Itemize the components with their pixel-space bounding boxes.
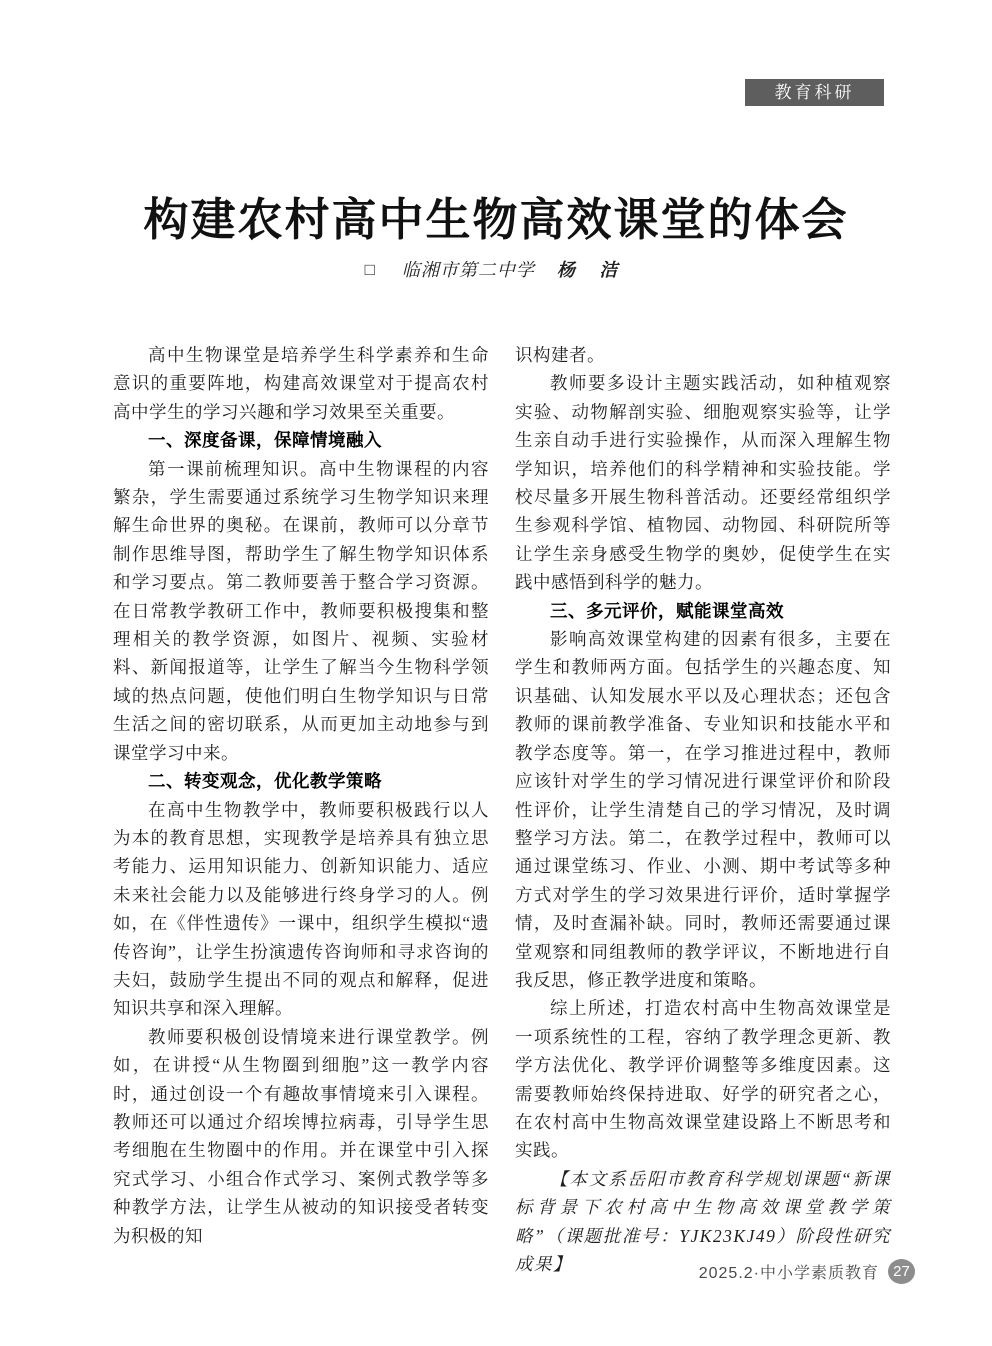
- section-heading-2: 二、转变观念，优化教学策略: [148, 771, 382, 792]
- paragraph: 高中生物课堂是培养学生科学素养和生命意识的重要阵地，构建高效课堂对于提高农村高中学生的学习兴趣和学习效果至关重要。: [113, 345, 489, 422]
- paragraph: 教师要多设计主题实践活动，如种植观察实验、动物解剖实验、细胞观察实验等，让学生亲自动手进行实验操作，从而深入理解生物学知识，培养他们的科学精神和实验技能。学校尽量多开展生物科普活动。还要经常组织学生参观科学馆、植物园、动物园、科研院所等让学生亲身感受生物学的奥妙，促使学生在实践中感悟到科学的魅力。: [515, 373, 891, 593]
- byline: [0, 256, 992, 282]
- journal-info: 2025.2·中小学素质教育: [698, 1265, 879, 1282]
- column-left: [113, 341, 489, 1278]
- paragraph: 影响高效课堂构建的因素有很多，主要在学生和教师两方面。包括学生的兴趣态度、知识基础、认知发展水平以及心理状态；还包含教师的课前教学准备、专业知识和技能水平和教学态度等。第一，在学习推进过程中，教师应该针对学生的学习情况进行课堂评价和阶段性评价，让学生清楚自己的学习情况，及时调整学习方法。第二，在教学过程中，教师可以通过课堂练习、作业、小测、期中考试等多种方式对学生的学习效果进行评价，适时掌握学情，及时查漏补缺。同时，教师还需要通过课堂观察和同组教师的教学评议，不断地进行自我反思，修正教学进度和策略。: [515, 629, 891, 990]
- article-body: [113, 341, 891, 1278]
- page-footer: [699, 1259, 915, 1284]
- section-badge: 教育科研: [745, 79, 884, 106]
- section-heading-1: 一、深度备课，保障情境融入: [148, 430, 382, 451]
- section-heading-3: 三、多元评价，赋能课堂高效: [550, 600, 784, 621]
- article-title: 构建农村高中生物高效课堂的体会: [143, 194, 849, 245]
- paragraph-continuation: 识构建者。: [515, 345, 605, 365]
- byline-box-icon: □: [364, 260, 376, 279]
- page-number-badge: 27: [888, 1259, 915, 1284]
- byline-affiliation: 临湘市第二中学: [401, 260, 535, 280]
- paragraph: 在高中生物教学中，教师要积极践行以人为本的教育思想，实现教学是培养具有独立思考能力、运用知识能力、创新知识能力、适应未来社会能力以及能够进行终身学习的人。例如，在《伴性遗传》一课中，组织学生模拟“遗传咨询”，让学生扮演遗传咨询师和寻求咨询的夫妇，鼓励学生提出不同的观点和解释，促进知识共享和深入理解。: [113, 799, 489, 1019]
- paragraph: 第一课前梳理知识。高中生物课程的内容繁杂，学生需要通过系统学习生物学知识来理解生命世界的奥秘。在课前，教师可以分章节制作思维导图，帮助学生了解生物学知识体系和学习要点。第二教师要善于整合学习资源。在日常教学教研工作中，教师要积极搜集和整理相关的教学资源，如图片、视频、实验材料、新闻报道等，让学生了解当今生物科学领域的热点问题，使他们明白生物学知识与日常生活之间的密切联系，从而更加主动地参与到课堂学习中来。: [113, 458, 489, 763]
- paragraph: 教师要积极创设情境来进行课堂教学。例如，在讲授“从生物圈到细胞”这一教学内容时，通过创设一个有趣故事情境来引入课程。教师还可以通过介绍埃博拉病毒，引导学生思考细胞在生物圈中的作用。并在课堂中引入探究式学习、小组合作式学习、案例式教学等多种教学方法，让学生从被动的知识接受者转变为积极的知: [113, 1026, 489, 1246]
- funding-note: 【本文系岳阳市教育科学规划课题“新课标背景下农村高中生物高效课堂教学策略”（课题批准号：YJK23KJ49）阶段性研究成果】: [515, 1168, 891, 1274]
- byline-author: 杨 洁: [556, 260, 628, 280]
- paragraph: 综上所述，打造农村高中生物高效课堂是一项系统性的工程，容纳了教学理念更新、教学方法优化、教学评价调整等多维度因素。这需要教师始终保持进取、好学的研究者之心，在农村高中生物高效课堂建设路上不断思考和实践。: [515, 998, 891, 1161]
- column-right: [515, 341, 891, 1278]
